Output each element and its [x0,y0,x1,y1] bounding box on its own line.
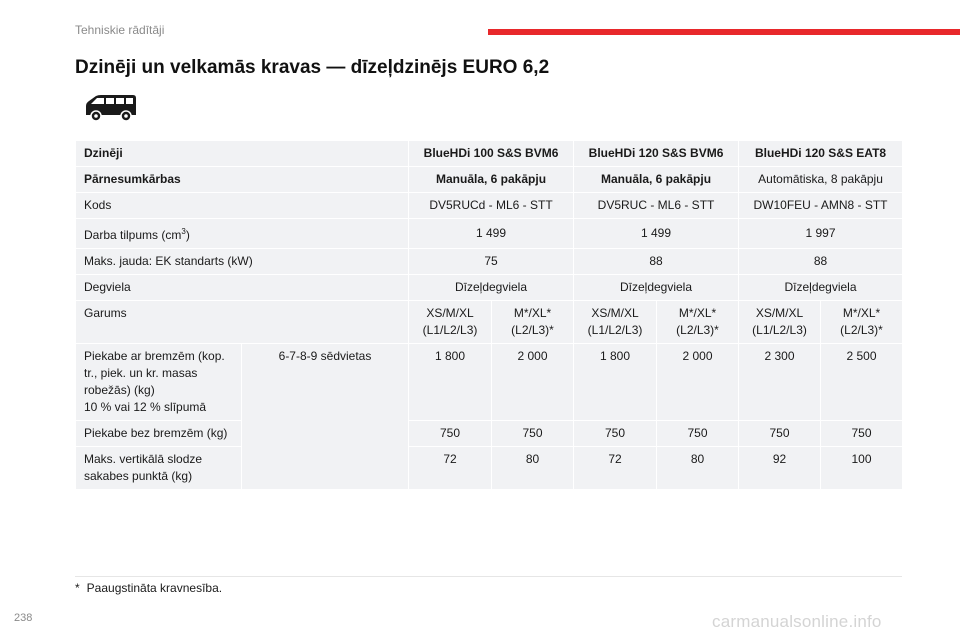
power-label: Maks. jauda: EK standarts (kW) [76,249,409,275]
braked-cell: 2 500 [821,344,903,421]
fuel-cell: Dīzeļdegviela [409,275,574,301]
gearbox-cell: Automātiska, 8 pakāpju [739,167,903,193]
length-cell [739,301,821,344]
section-title: Tehniskie rādītāji [75,23,165,37]
length-line: (L1/L2/L3) [587,323,643,337]
engine-spec-table [75,140,903,490]
braked-label-line: Piekabe ar bremzēm (kop. [84,349,225,363]
unbraked-cell: 750 [409,421,492,447]
braked-cell: 2 000 [657,344,739,421]
engines-row [76,141,903,167]
engine-cell: BlueHDi 120 S&S EAT8 [739,141,903,167]
length-line: M*/XL* [678,306,717,320]
length-line: XS/M/XL [591,306,639,320]
unbraked-trailer-label: Piekabe bez bremzēm (kg) [76,421,242,447]
footnote-divider [75,576,902,577]
code-label: Kods [76,193,409,219]
noseweight-label [76,447,242,490]
footnote-text: Paaugstināta kravnesība. [86,581,223,595]
displacement-cell: 1 499 [409,219,574,249]
footnote-marker: * [75,581,80,595]
displacement-superscript: 3 [181,227,186,236]
displacement-row [76,219,903,249]
noseweight-cell: 80 [492,447,574,490]
red-accent-bar [488,29,960,35]
passenger-van-icon [82,93,138,123]
displacement-cell: 1 499 [574,219,739,249]
code-cell: DV5RUCd - ML6 - STT [409,193,574,219]
length-line: (L1/L2/L3) [422,323,478,337]
code-cell: DV5RUC - ML6 - STT [574,193,739,219]
page-number: 238 [14,612,33,624]
braked-cell: 2 300 [739,344,821,421]
displacement-label: Darba tilpums (cm [84,228,182,242]
power-row [76,249,903,275]
noseweight-cell: 72 [409,447,492,490]
length-line: (L2/L3)* [511,323,554,337]
footnote [75,581,222,595]
length-cell [821,301,903,344]
noseweight-cell: 72 [574,447,657,490]
braked-trailer-row [76,344,903,421]
length-cell [409,301,492,344]
noseweight-cell: 92 [739,447,821,490]
displacement-label-close: ) [185,228,190,242]
unbraked-cell: 750 [574,421,657,447]
braked-label-line: 10 % vai 12 % slīpumā [84,400,207,414]
fuel-label: Degviela [76,275,409,301]
engine-cell: BlueHDi 100 S&S BVM6 [409,141,574,167]
length-line: (L2/L3)* [840,323,883,337]
gearbox-cell: Manuāla, 6 pakāpju [409,167,574,193]
gearbox-label: Pārnesumkārbas [76,167,409,193]
length-cell [492,301,574,344]
power-cell: 88 [574,249,739,275]
noseweight-cell: 100 [821,447,903,490]
displacement-cell: 1 997 [739,219,903,249]
fuel-row [76,275,903,301]
length-line: M*/XL* [842,306,881,320]
unbraked-cell: 750 [657,421,739,447]
length-line: (L2/L3)* [676,323,719,337]
braked-cell: 2 000 [492,344,574,421]
braked-cell: 1 800 [574,344,657,421]
length-row [76,301,903,344]
gearbox-row [76,167,903,193]
noseweight-label-line: sakabes punktā (kg) [84,469,193,483]
power-cell: 75 [409,249,574,275]
noseweight-row [76,447,903,490]
braked-label-line: tr., piek. un kr. masas [84,366,198,380]
length-line: (L1/L2/L3) [752,323,807,337]
power-cell: 88 [739,249,903,275]
fuel-cell: Dīzeļdegviela [739,275,903,301]
length-line: XS/M/XL [755,306,804,320]
braked-cell: 1 800 [409,344,492,421]
unbraked-cell: 750 [492,421,574,447]
code-row [76,193,903,219]
displacement-label-cell [76,219,409,249]
unbraked-cell: 750 [739,421,821,447]
engine-cell: BlueHDi 120 S&S BVM6 [574,141,739,167]
length-cell [574,301,657,344]
seats-label: 6-7-8-9 sēdvietas [242,344,409,490]
watermark: carmanualsonline.info [712,612,882,631]
unbraked-trailer-row [76,421,903,447]
noseweight-label-line: Maks. vertikālā slodze [84,452,203,466]
braked-trailer-label [76,344,242,421]
gearbox-cell: Manuāla, 6 pakāpju [574,167,739,193]
unbraked-cell: 750 [821,421,903,447]
noseweight-cell: 80 [657,447,739,490]
length-line: XS/M/XL [426,306,474,320]
fuel-cell: Dīzeļdegviela [574,275,739,301]
length-label: Garums [76,301,409,344]
code-cell: DW10FEU - AMN8 - STT [739,193,903,219]
length-cell [657,301,739,344]
braked-label-line: robežās) (kg) [84,383,155,397]
engines-label: Dzinēji [76,141,409,167]
length-line: M*/XL* [513,306,552,320]
page-heading: Dzinēji un velkamās kravas — dīzeļdzinējs EURO 6,2 [75,57,550,78]
